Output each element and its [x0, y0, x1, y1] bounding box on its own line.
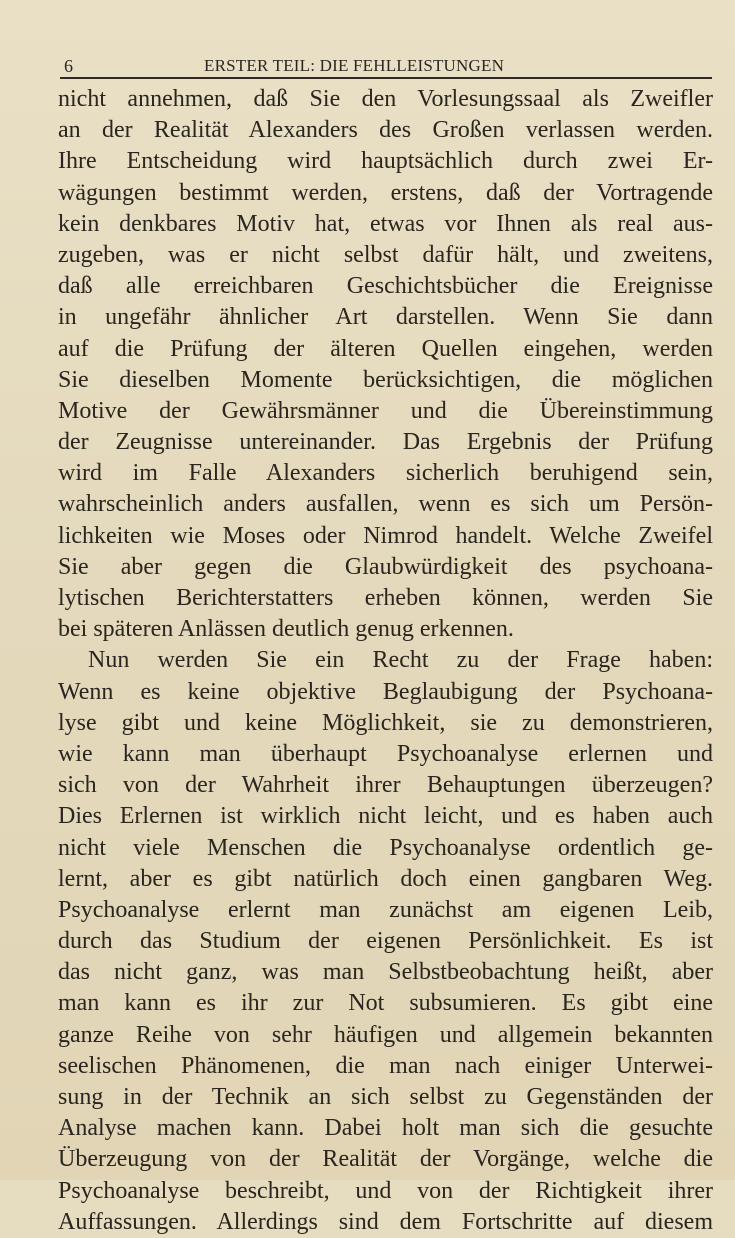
text-line: Analyse machen kann. Dabei holt man sich die gesuchte [58, 1115, 713, 1142]
text-line: wird im Falle Alexanders sicherlich beruhigend sein, [58, 460, 713, 487]
text-line: seelischen Phänomenen, die man nach einiger Unterwei- [58, 1052, 713, 1079]
text-line: Überzeugung von der Realität der Vorgänge, welche die [58, 1146, 713, 1173]
text-line: das nicht ganz, was man Selbstbeobachtung heißt, aber [58, 959, 713, 986]
text-line: lytischen Berichterstatters erheben können, werden Sie [58, 585, 713, 611]
text-line: der Zeugnisse untereinander. Das Ergebnis der Prüfung [58, 429, 713, 456]
text-line: wahrscheinlich anders ausfallen, wenn es sich um Persön- [58, 491, 713, 518]
body-text [58, 84, 713, 1238]
text-line: daß alle erreichbaren Geschichtsbücher die Ereignisse [58, 273, 713, 300]
page-number: 6 [64, 56, 73, 76]
text-line: lernt, aber es gibt natürlich doch einen gangbaren Weg. [58, 865, 713, 892]
text-line: Psychoanalyse beschreibt, und von der Richtigkeit ihrer [58, 1177, 713, 1204]
text-line: Psychoanalyse erlernt man zunächst am eigenen Leib, [58, 896, 713, 923]
header-rule [60, 77, 712, 79]
text-line: man kann es ihr zur Not subsumieren. Es gibt eine [58, 990, 713, 1017]
text-line: an der Realität Alexanders des Großen verlassen werden. [58, 117, 713, 144]
text-line: zugeben, was er nicht selbst dafür hält, und zweitens, [58, 241, 713, 268]
text-line: wie kann man überhaupt Psychoanalyse erlernen und [58, 740, 713, 767]
text-line: lyse gibt und keine Möglichkeit, sie zu demonstrieren, [58, 709, 713, 736]
text-line: durch das Studium der eigenen Persönlichkeit. Es ist [58, 928, 713, 955]
text-line: in ungefähr ähnlicher Art darstellen. Wenn Sie dann [58, 304, 713, 331]
text-line: nicht viele Menschen die Psychoanalyse ordentlich ge- [58, 834, 713, 861]
text-line: nicht annehmen, daß Sie den Vorlesungssaal als Zweifler [58, 86, 713, 112]
text-line: auf die Prüfung der älteren Quellen eingehen, werden [58, 335, 713, 362]
text-line: lichkeiten wie Moses oder Nimrod handelt. Welche Zweifel [58, 522, 713, 549]
text-line: wägungen bestimmt werden, erstens, daß der Vortragende [58, 179, 713, 206]
text-line: Motive der Gewährsmänner und die Übereinstimmung [58, 397, 713, 424]
text-line: sich von der Wahrheit ihrer Behauptungen überzeugen? [58, 772, 713, 799]
text-line: Nun werden Sie ein Recht zu der Frage haben: [88, 647, 713, 674]
chapter-title: ERSTER TEIL: DIE FEHLLEISTUNGEN [204, 56, 505, 75]
running-head [60, 52, 710, 78]
text-line: kein denkbares Motiv hat, etwas vor Ihnen als real aus- [58, 210, 713, 237]
text-line: Auffassungen. Allerdings sind dem Fortschritte auf diesem [58, 1208, 713, 1235]
text-line: ganze Reihe von sehr häufigen und allgemein bekannten [58, 1021, 713, 1048]
text-line: sung in der Technik an sich selbst zu Gegenständen der [58, 1084, 713, 1110]
text-line: Ihre Entscheidung wird hauptsächlich durch zwei Er- [58, 148, 713, 175]
text-line: bei späteren Anlässen deutlich genug erkennen. [58, 616, 514, 643]
text-line: Sie aber gegen die Glaubwürdigkeit des psychoana- [58, 553, 713, 580]
text-line: Dies Erlernen ist wirklich nicht leicht, und es haben auch [58, 803, 713, 830]
text-line: Wenn es keine objektive Beglaubigung der Psychoana- [58, 678, 713, 705]
text-line: Sie dieselben Momente berücksichtigen, die möglichen [58, 366, 713, 393]
